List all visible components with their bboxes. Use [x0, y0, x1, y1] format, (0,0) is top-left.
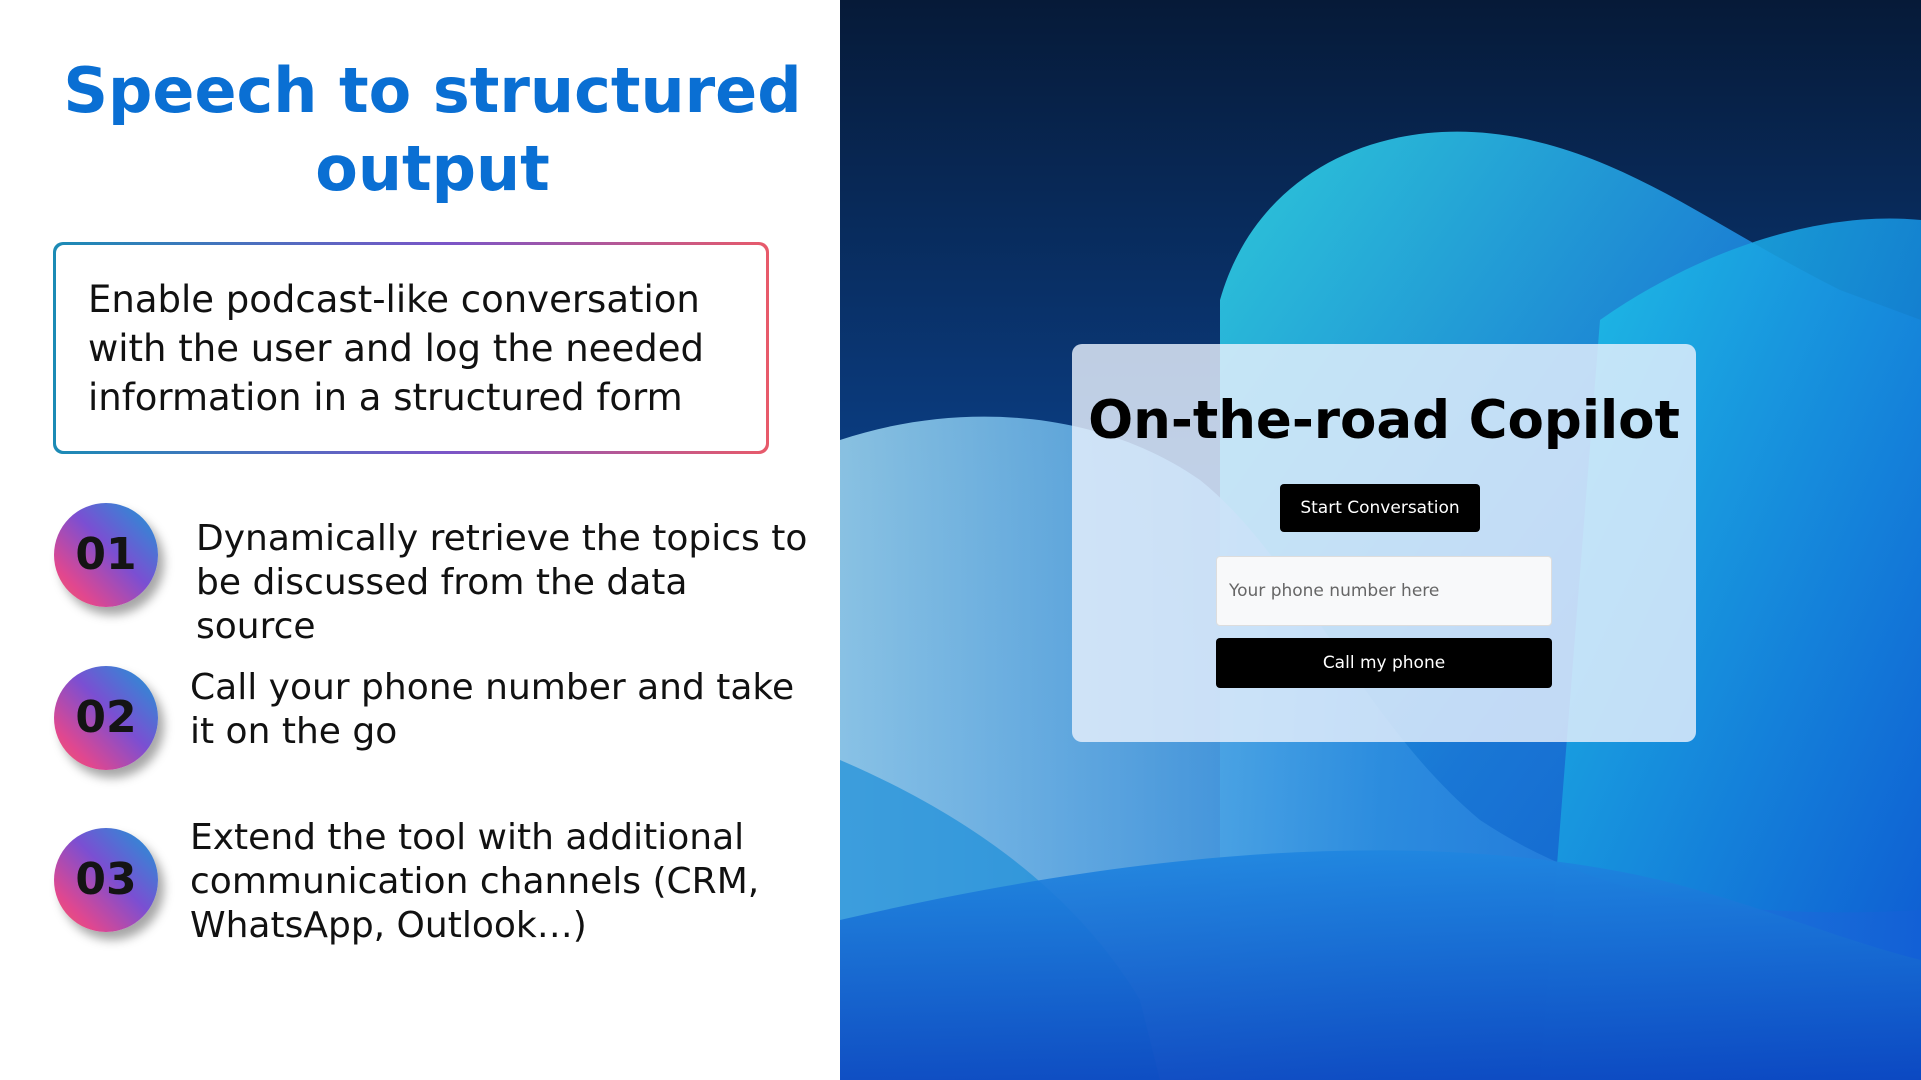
- step-number: 01: [75, 529, 137, 580]
- step-badge: [54, 503, 158, 607]
- step-03: [54, 817, 814, 948]
- app-title: On-the-road Copilot: [1088, 390, 1680, 451]
- intro-box: [53, 242, 769, 454]
- step-02: [54, 666, 814, 786]
- slide-title-line-1: Speech to structured: [63, 54, 802, 127]
- step-text-line: WhatsApp, Outlook…): [190, 905, 587, 946]
- step-number: 03: [75, 854, 137, 905]
- step-badge: [54, 828, 158, 932]
- step-text-line: be discussed from the data source: [196, 562, 688, 647]
- start-conversation-button[interactable]: Start Conversation: [1280, 484, 1480, 532]
- step-text: [196, 517, 814, 649]
- intro-line-1: Enable podcast-like conversation: [88, 278, 700, 321]
- step-01: [54, 503, 814, 647]
- call-my-phone-button[interactable]: Call my phone: [1216, 638, 1552, 688]
- intro-box-content: [56, 245, 766, 451]
- slide-title: [40, 52, 825, 208]
- step-text: [190, 666, 794, 754]
- slide-left-panel: [0, 0, 840, 1080]
- step-text-line: Call your phone number and take: [190, 667, 795, 708]
- phone-number-input[interactable]: [1216, 556, 1552, 626]
- step-text-line: it on the go: [190, 711, 398, 752]
- intro-line-2: with the user and log the needed: [88, 327, 704, 370]
- intro-line-3: information in a structured form: [88, 376, 683, 419]
- step-text-line: Dynamically retrieve the topics to: [196, 518, 808, 559]
- step-badge: [54, 666, 158, 770]
- step-text-line: Extend the tool with additional: [190, 817, 745, 858]
- step-text-line: communication channels (CRM,: [190, 861, 760, 902]
- copilot-app-card: [1072, 344, 1696, 742]
- step-number: 02: [75, 692, 137, 743]
- step-text: [190, 816, 759, 948]
- slide-title-line-2: output: [315, 132, 550, 205]
- app-screenshot-panel: [840, 0, 1921, 1080]
